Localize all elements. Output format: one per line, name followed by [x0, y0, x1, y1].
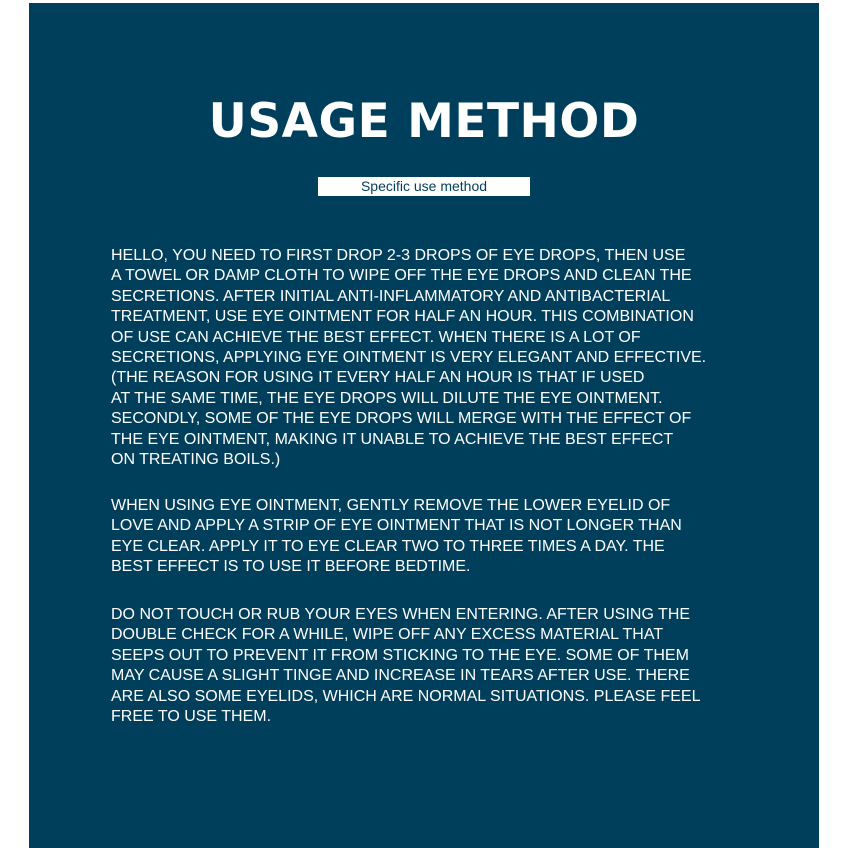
subtitle-badge: Specific use method [318, 177, 530, 196]
text-line: SECRETIONS. AFTER INITIAL ANTI-INFLAMMATORY AND ANTIBACTERIAL [111, 287, 671, 305]
text-line: SECRETIONS, APPLYING EYE OINTMENT IS VERY ELEGANT AND EFFECTIVE. [111, 349, 707, 367]
text-line: EYE CLEAR. APPLY IT TO EYE CLEAR TWO TO THREE TIMES A DAY. THE [111, 537, 665, 555]
text-line: MAY CAUSE A SLIGHT TINGE AND INCREASE IN TEARS AFTER USE. THERE [111, 667, 690, 685]
text-line: A TOWEL OR DAMP CLOTH TO WIPE OFF THE EYE DROPS AND CLEAN THE [111, 267, 692, 285]
text-line: LOVE AND APPLY A STRIP OF EYE OINTMENT THAT IS NOT LONGER THAN [111, 517, 682, 535]
text-line: DOUBLE CHECK FOR A WHILE, WIPE OFF ANY EXCESS MATERIAL THAT [111, 626, 664, 644]
text-line: OF USE CAN ACHIEVE THE BEST EFFECT. WHEN THERE IS A LOT OF [111, 328, 641, 346]
text-line: THE EYE OINTMENT, MAKING IT UNABLE TO ACHIEVE THE BEST EFFECT [111, 430, 674, 448]
text-line: HELLO, YOU NEED TO FIRST DROP 2-3 DROPS OF EYE DROPS, THEN USE [111, 247, 686, 264]
instruction-paragraph-2 [111, 496, 751, 578]
text-line: FREE TO USE THEM. [111, 708, 272, 726]
text-line: AT THE SAME TIME, THE EYE DROPS WILL DILUTE THE EYE OINTMENT. [111, 389, 663, 407]
text-line: SECONDLY, SOME OF THE EYE DROPS WILL MERGE WITH THE EFFECT OF [111, 410, 692, 428]
text-line: WHEN USING EYE OINTMENT, GENTLY REMOVE THE LOWER EYELID OF [111, 497, 671, 514]
text-line: BEST EFFECT IS TO USE IT BEFORE BEDTIME. [111, 558, 471, 576]
page-title: USAGE METHOD [208, 94, 640, 149]
instruction-paragraph-1 [111, 246, 751, 470]
text-line: (THE REASON FOR USING IT EVERY HALF AN HOUR IS THAT IF USED [111, 369, 645, 387]
text-line: TREATMENT, USE EYE OINTMENT FOR HALF AN HOUR. THIS COMBINATION [111, 308, 694, 326]
text-line: DO NOT TOUCH OR RUB YOUR EYES WHEN ENTERING. AFTER USING THE [111, 606, 691, 623]
text-line: SEEPS OUT TO PREVENT IT FROM STICKING TO THE EYE. SOME OF THEM [111, 646, 689, 664]
instruction-paragraph-3 [111, 605, 751, 727]
text-line: ON TREATING BOILS.) [111, 451, 281, 469]
text-line: ARE ALSO SOME EYELIDS, WHICH ARE NORMAL SITUATIONS. PLEASE FEEL [111, 687, 701, 705]
